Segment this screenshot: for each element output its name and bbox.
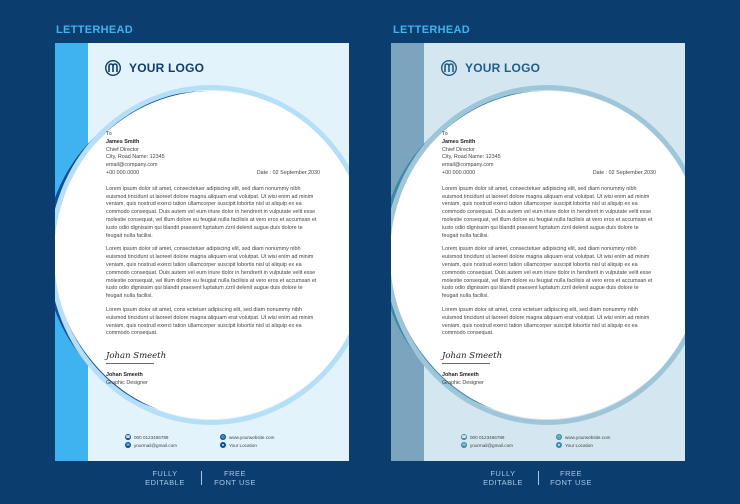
recipient-phone: +00 000.0000 [106,169,140,176]
body-paragraph-2: Lorem ipsum dolor sit amet, consectetuer adipiscing elit, sed diam nonummy nibh euismod tincidunt ut laoreet dolore magna aliquam erat volutpat. Ut wisi enim ad minim veniam, quis nostrud exerci tation ullamcorper suscipit lobortis nisl ut aliquip ex ea commodo consequat. Duis autem vel eum iriure dolor in hendrerit in vulputate velit esse molestie consequat, vel illum dolore eu feugiat nulla facilisis at vero eros et accumsan et iusto odio dignissim qui blandit praesent luptatum zzril delenit augue duis dolore te feugait nulla facilisi. [106,246,317,300]
recipient-name: James Smith [106,138,140,145]
caption-free-font: FREE FONT USE [214,469,256,487]
recipient-address: City, Road Name: 12345 [442,154,501,161]
caption-divider [538,471,539,485]
body-paragraph-2: Lorem ipsum dolor sit amet, consectetuer adipiscing elit, sed diam nonummy nibh euismod tincidunt ut laoreet dolore magna aliquam erat volutpat. Ut wisi enim ad minim veniam, quis nostrud exerci tation ullamcorper suscipit lobortis nisl ut aliquip ex ea commodo consequat. Duis autem vel eum iriure dolor in hendrerit in vulputate velit esse molestie consequat, vel illum dolore eu feugiat nulla facilisis at vero eros et accumsan et iusto odio dignissim qui blandit praesent luptatum zzril delenit augue duis dolore te feugait nulla facilisi. [442,246,653,300]
letterhead-sheet-blue [55,43,349,461]
footer-location: Your Location [565,442,593,448]
footer-phone: 000 0123456789 [470,434,505,440]
caption-divider [201,471,202,485]
recipient-title: Chief Director [442,146,475,153]
body-paragraph-3: Lorem ipsum dolor sit amet, cons ectetuer adipiscing elit, sed diam nonummy nibh euismod tincidunt ut laoreet dolore magna aliquam erat volutpat. Ut wisi enim ad minim veniam, quis nostrud exerci tation ullamcorper suscipit lobortis nisl ut aliquip ex ea commodo consequat. [442,306,650,337]
letter-date: Date : 02 September 2030 [592,169,656,176]
recipient-email: email@company.com [442,162,494,169]
letter-content [106,131,320,388]
sender-name: Johan Smeeth [106,372,143,379]
phone-icon: ☎ [125,434,131,439]
logo-mark-icon [441,60,457,76]
globe-icon: ◎ [557,434,561,439]
footer-website: www.yourwebsite.com [229,434,275,440]
sender-name: Johan Smeeth [442,372,479,379]
mail-icon: ✉ [126,442,130,447]
phone-icon: ☎ [461,434,467,439]
signature: Johan Smeeth [106,351,167,362]
footer-phone: 000 0123456789 [134,434,169,440]
recipient-address: City, Road Name: 12345 [106,154,165,161]
body-paragraph-3: Lorem ipsum dolor sit amet, cons ectetuer adipiscing elit, sed diam nonummy nibh euismod tincidunt ut laoreet dolore magna aliquam erat volutpat. Ut wisi enim ad minim veniam, quis nostrud exerci tation ullamcorper suscipit lobortis nisl ut aliquip ex ea commodo consequat. [106,306,314,337]
logo-mark-icon [105,60,121,76]
logo-text: YOUR LOGO [129,61,205,75]
letter-content [442,131,656,388]
sender-title: Graphic Designer [106,379,148,386]
caption-fully-editable: FULLY EDITABLE [145,469,185,487]
logo-text: YOUR LOGO [465,61,541,75]
footer-contacts [125,434,315,448]
footer-contacts [461,434,651,448]
section-label-right: LETTERHEAD [393,24,470,36]
recipient-name: James Smith [442,138,476,145]
letterhead-sheet-teal [391,43,685,461]
location-icon: ● [557,442,561,447]
body-paragraph-1: Lorem ipsum dolor sit amet, consectetuer adipiscing elit, sed diam nonummy nibh euismod tincidunt ut laoreet dolore magna aliquam erat volutpat. Ut wisi enim ad minim veniam, quis nostrud exerci tation ullamcorper suscipit lobortis nisl ut aliquip ex ea commodo consequat. Duis autem vel eum iriure dolor in hendrerit in vulputate velit esse molestie consequat, vel illum dolore eu feugiat nulla facilisis at vero eros et accumsan et iusto odio dignissim qui blandit praesent luptatum zzril delenit augue duis dolore te feugait nulla facilisi. [106,185,317,239]
signature-line [106,363,154,364]
caption-fully-editable: FULLY EDITABLE [483,469,523,487]
to-label: To [106,131,112,137]
body-paragraph-1: Lorem ipsum dolor sit amet, consectetuer adipiscing elit, sed diam nonummy nibh euismod tincidunt ut laoreet dolore magna aliquam erat volutpat. Ut wisi enim ad minim veniam, quis nostrud exerci tation ullamcorper suscipit lobortis nisl ut aliquip ex ea commodo consequat. Duis autem vel eum iriure dolor in hendrerit in vulputate velit esse molestie consequat, vel illum dolore eu feugiat nulla facilisis at vero eros et accumsan et iusto odio dignissim qui blandit praesent luptatum zzril delenit augue duis dolore te feugait nulla facilisi. [442,185,653,239]
location-icon: ● [221,442,225,447]
mail-icon: ✉ [462,442,466,447]
footer-website: www.yourwebsite.com [565,434,611,440]
letter-date: Date : 02 September 2030 [256,169,320,176]
logo [441,60,540,76]
logo [105,60,204,76]
recipient-email: email@company.com [106,162,158,169]
caption-free-font: FREE FONT USE [550,469,592,487]
footer-email: yourmail@gmail.com [134,442,177,448]
signature-line [442,363,490,364]
footer-location: Your Location [229,442,257,448]
signature: Johan Smeeth [442,351,503,362]
globe-icon: ◎ [221,434,225,439]
sender-title: Graphic Designer [442,379,484,386]
section-label-left: LETTERHEAD [56,24,133,36]
recipient-title: Chief Director [106,146,139,153]
to-label: To [442,131,448,137]
footer-email: yourmail@gmail.com [470,442,513,448]
recipient-phone: +00 000.0000 [442,169,476,176]
